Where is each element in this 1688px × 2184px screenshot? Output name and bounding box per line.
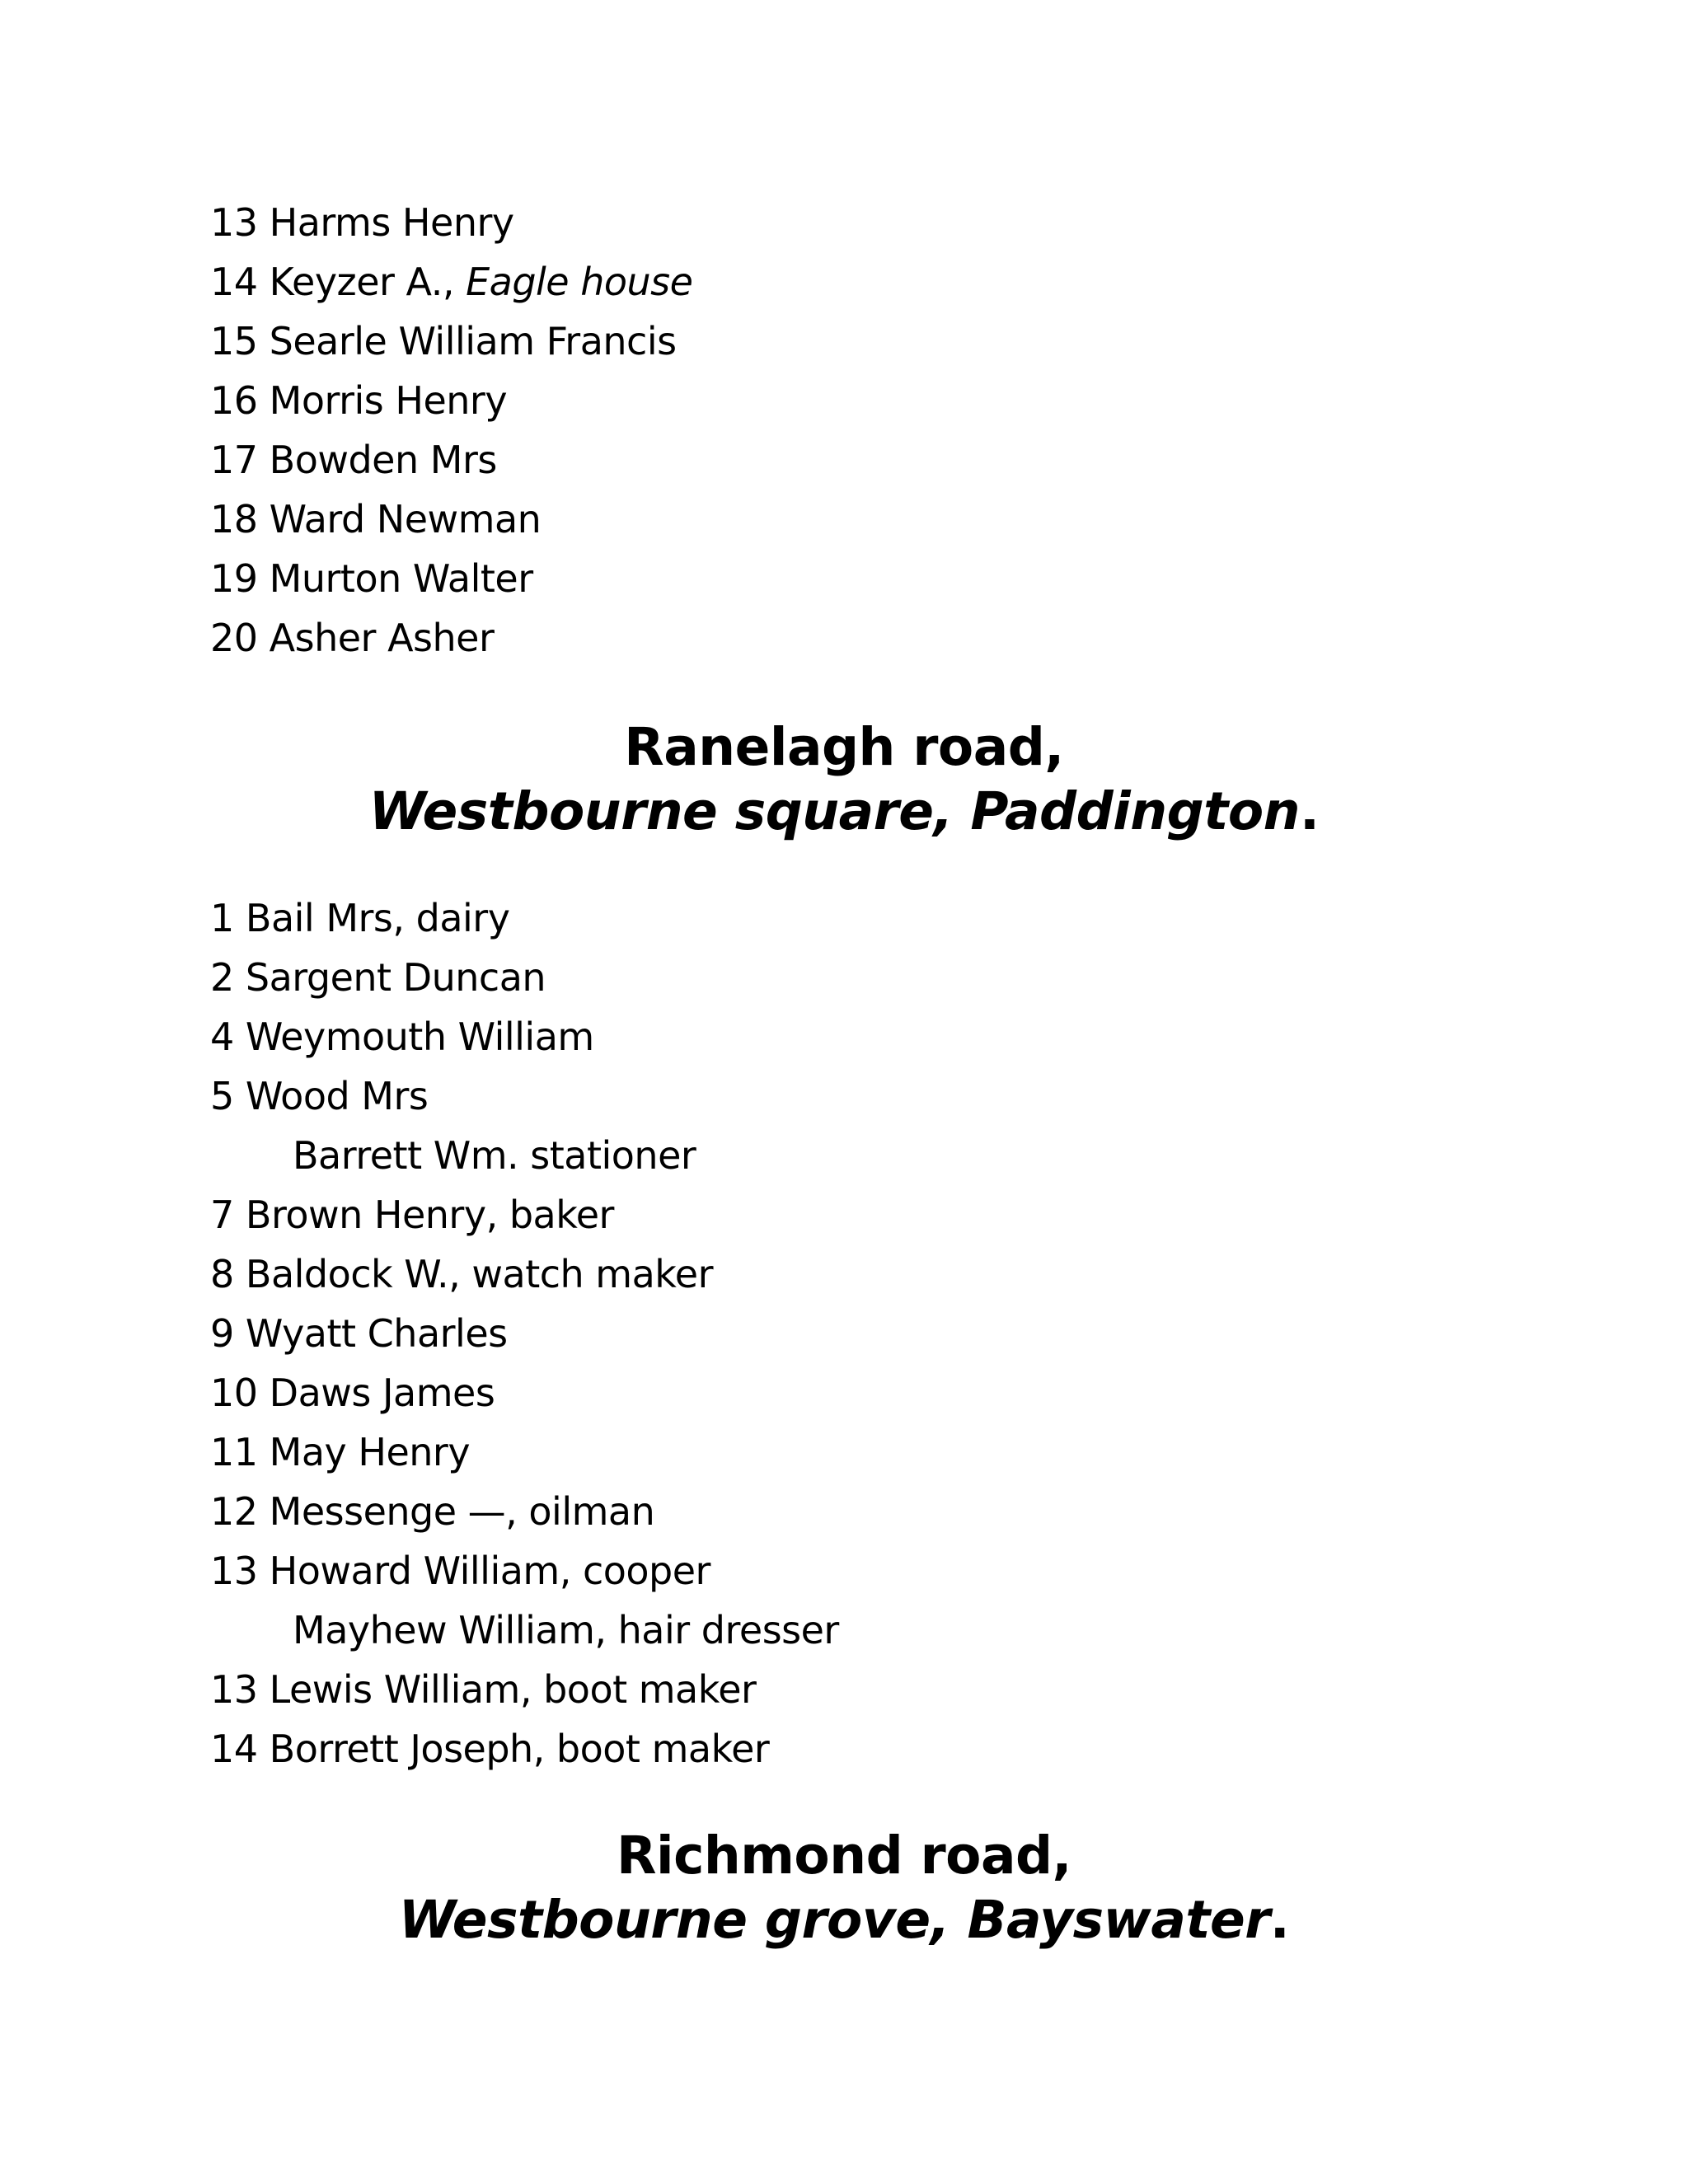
list-item: 11 May Henry bbox=[210, 1430, 471, 1474]
list-item: 13 Harms Henry bbox=[210, 200, 514, 245]
street-name: Richmond road, bbox=[616, 1825, 1071, 1886]
list-item-sub: Mayhew William, hair dresser bbox=[293, 1608, 839, 1652]
list-item: 15 Searle William Francis bbox=[210, 319, 677, 363]
list-item: 10 Daws James bbox=[210, 1371, 495, 1415]
list-item: 13 Howard William, cooper bbox=[210, 1549, 710, 1593]
list-item-sub: Barrett Wm. stationer bbox=[293, 1133, 696, 1178]
entry-list-continued bbox=[210, 193, 692, 668]
street-locality: Westbourne square, Paddington. bbox=[368, 781, 1320, 841]
list-item: 20 Asher Asher bbox=[210, 616, 495, 660]
list-item: 14 Borrett Joseph, boot maker bbox=[210, 1727, 770, 1771]
list-item: 1 Bail Mrs, dairy bbox=[210, 896, 510, 940]
list-item: 12 Messenge —, oilman bbox=[210, 1489, 655, 1534]
list-item: 16 Morris Henry bbox=[210, 378, 508, 423]
list-item: 18 Ward Newman bbox=[210, 497, 542, 541]
list-item: 17 Bowden Mrs bbox=[210, 438, 497, 482]
street-name: Ranelagh road, bbox=[624, 717, 1064, 777]
entry-note: Eagle house bbox=[466, 260, 693, 304]
entry-list-ranelagh-road bbox=[210, 888, 839, 1779]
list-item: 2 Sargent Duncan bbox=[210, 955, 546, 1000]
list-item: 19 Murton Walter bbox=[210, 556, 533, 601]
list-item: 13 Lewis William, boot maker bbox=[210, 1667, 757, 1712]
list-item: 9 Wyatt Charles bbox=[210, 1311, 508, 1356]
list-item: 14 Keyzer A., Eagle house bbox=[210, 260, 693, 304]
street-locality: Westbourne grove, Bayswater. bbox=[398, 1890, 1290, 1950]
list-item: 8 Baldock W., watch maker bbox=[210, 1252, 714, 1296]
list-item: 5 Wood Mrs bbox=[210, 1074, 429, 1118]
list-item: 4 Weymouth William bbox=[210, 1015, 594, 1059]
list-item: 7 Brown Henry, baker bbox=[210, 1193, 614, 1237]
section-heading-richmond-road bbox=[0, 1824, 1688, 1952]
section-heading-ranelagh-road bbox=[0, 715, 1688, 844]
